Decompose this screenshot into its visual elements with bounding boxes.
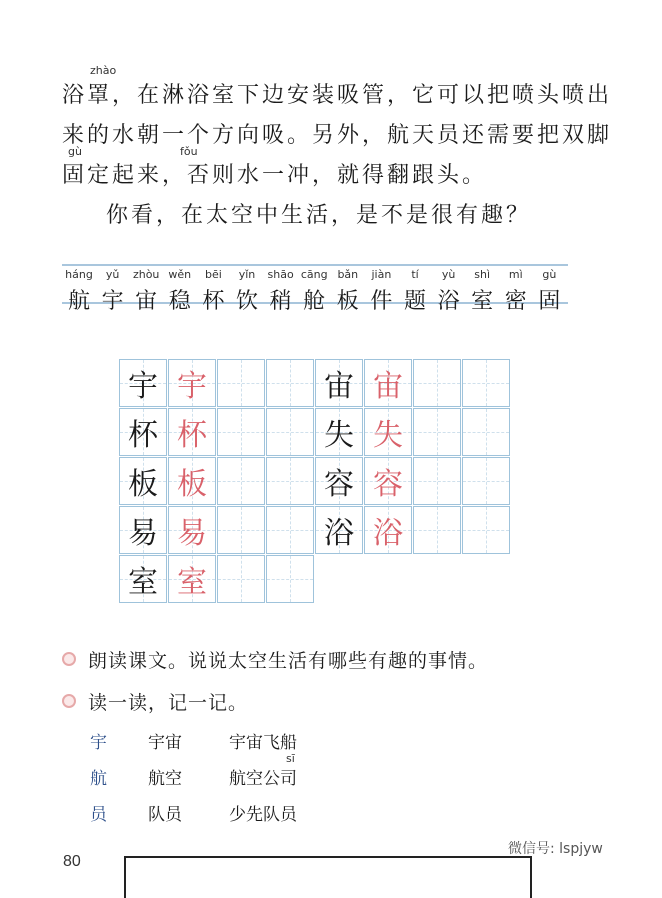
passage-line-2: 来的水朝一个方向吸。另外，航天员还需要把双脚 [62, 123, 613, 148]
vocab-head-char: 宇 [90, 733, 107, 753]
grid-char: 失 [324, 418, 354, 453]
recognize-pinyin: wěn [168, 268, 192, 281]
page-number: 80 [63, 853, 81, 870]
recognize-pinyin: gù [542, 268, 557, 281]
vocab-word: 航空 [148, 769, 182, 789]
grid-char: 浴 [373, 516, 403, 551]
grid-cell [413, 408, 461, 456]
vocab-head-char: 航 [90, 769, 107, 789]
recognize-char: 浴 [437, 289, 460, 314]
recognize-char: 室 [471, 289, 494, 314]
recognize-char: 饮 [235, 289, 258, 314]
grid-cell [217, 359, 265, 407]
recognize-char: 舱 [303, 289, 326, 314]
grid-char: 浴 [324, 516, 354, 551]
recognize-pinyin: mì [508, 268, 523, 281]
grid-char: 杯 [177, 418, 207, 453]
grid-cell [168, 506, 216, 554]
grid-cell [266, 408, 314, 456]
grid-cell [119, 555, 167, 603]
grid-char: 容 [324, 467, 354, 502]
grid-cell [266, 555, 314, 603]
grid-cell [364, 457, 412, 505]
task-2: 读一读，记一记。 [88, 692, 249, 714]
passage-line-3: 固定起来，否则水一冲，就得翻跟头。 [62, 163, 488, 188]
recognize-char: 稳 [168, 289, 191, 314]
grid-cell [266, 359, 314, 407]
grid-cell [119, 359, 167, 407]
recognize-char: 密 [504, 289, 527, 314]
grid-cell [315, 506, 363, 554]
recognize-pinyin: yǐn [238, 268, 256, 281]
recognize-pinyin: bǎn [337, 268, 359, 281]
recognize-pinyin: shāo [267, 268, 294, 281]
grid-char: 宙 [373, 369, 403, 404]
vocab-word: 宇宙 [148, 733, 182, 753]
grid-cell [266, 457, 314, 505]
grid-cell [364, 506, 412, 554]
grid-cell [168, 457, 216, 505]
recognize-pinyin: jiàn [371, 268, 392, 281]
task-1: 朗读课文。说说太空生活有哪些有趣的事情。 [88, 650, 489, 672]
recognize-pinyin: cāng [300, 268, 328, 281]
grid-char: 宇 [128, 369, 158, 404]
grid-char: 室 [128, 565, 158, 600]
recognize-pinyin: tí [411, 268, 419, 281]
recognize-char: 板 [336, 289, 359, 314]
grid-cell [462, 359, 510, 407]
recognize-char: 宙 [135, 289, 158, 314]
vocab-word: 队员 [148, 805, 182, 825]
grid-char: 宙 [324, 369, 354, 404]
grid-cell [217, 506, 265, 554]
watermark: 微信号: lspjyw [508, 841, 603, 857]
grid-cell [119, 457, 167, 505]
recognize-pinyin: bēi [204, 268, 222, 281]
recognize-char: 杯 [202, 289, 225, 314]
grid-cell [217, 408, 265, 456]
grid-cell [462, 408, 510, 456]
next-section-box [124, 856, 532, 898]
grid-cell [119, 408, 167, 456]
recognize-pinyin: háng [65, 268, 93, 281]
pinyin-zhao: zhào [90, 64, 117, 77]
grid-cell [364, 408, 412, 456]
grid-cell [119, 506, 167, 554]
grid-cell [168, 555, 216, 603]
grid-cell [413, 506, 461, 554]
vocab-phrase: 少先队员 [229, 805, 297, 825]
grid-cell [462, 457, 510, 505]
recognize-char: 件 [370, 289, 393, 314]
recognize-pinyin: zhòu [132, 268, 160, 281]
task-1-bullet-icon [62, 652, 76, 666]
grid-cell [217, 555, 265, 603]
passage-line-4: 你看，在太空中生活，是不是很有趣？ [106, 203, 532, 228]
grid-char: 板 [128, 467, 158, 502]
grid-char: 杯 [128, 418, 158, 453]
recognize-pinyin: yǔ [105, 268, 120, 281]
vocab-pinyin: sī [286, 752, 295, 765]
grid-cell [462, 506, 510, 554]
grid-char: 室 [177, 565, 207, 600]
grid-char: 失 [373, 418, 403, 453]
grid-cell [413, 457, 461, 505]
pinyin-gu: gù [68, 145, 82, 158]
recognize-char: 固 [538, 289, 561, 314]
grid-char: 容 [373, 467, 403, 502]
grid-cell [413, 359, 461, 407]
grid-cell [266, 506, 314, 554]
grid-cell [364, 359, 412, 407]
passage-line-1: 浴罩，在淋浴室下边安装吸管，它可以把喷头喷出 [62, 83, 613, 108]
recognize-pinyin: shì [474, 268, 491, 281]
pinyin-fou: fǒu [180, 145, 198, 158]
task-2-bullet-icon [62, 694, 76, 708]
vocab-phrase: 航空公司 [229, 769, 297, 789]
vocab-phrase: 宇宙飞船 [229, 733, 297, 753]
grid-cell [168, 408, 216, 456]
grid-char: 宇 [177, 369, 207, 404]
grid-char: 易 [177, 516, 207, 551]
grid-cell [315, 408, 363, 456]
grid-cell [315, 457, 363, 505]
recognize-char: 稍 [269, 289, 292, 314]
recognize-pinyin: yù [441, 268, 456, 281]
recognize-char: 航 [67, 289, 90, 314]
vocab-head-char: 员 [90, 805, 107, 825]
recognize-char: 题 [403, 289, 426, 314]
grid-char: 板 [177, 467, 207, 502]
grid-cell [168, 359, 216, 407]
recognize-char: 宇 [101, 289, 124, 314]
grid-cell [217, 457, 265, 505]
grid-cell [315, 359, 363, 407]
grid-char: 易 [128, 516, 158, 551]
